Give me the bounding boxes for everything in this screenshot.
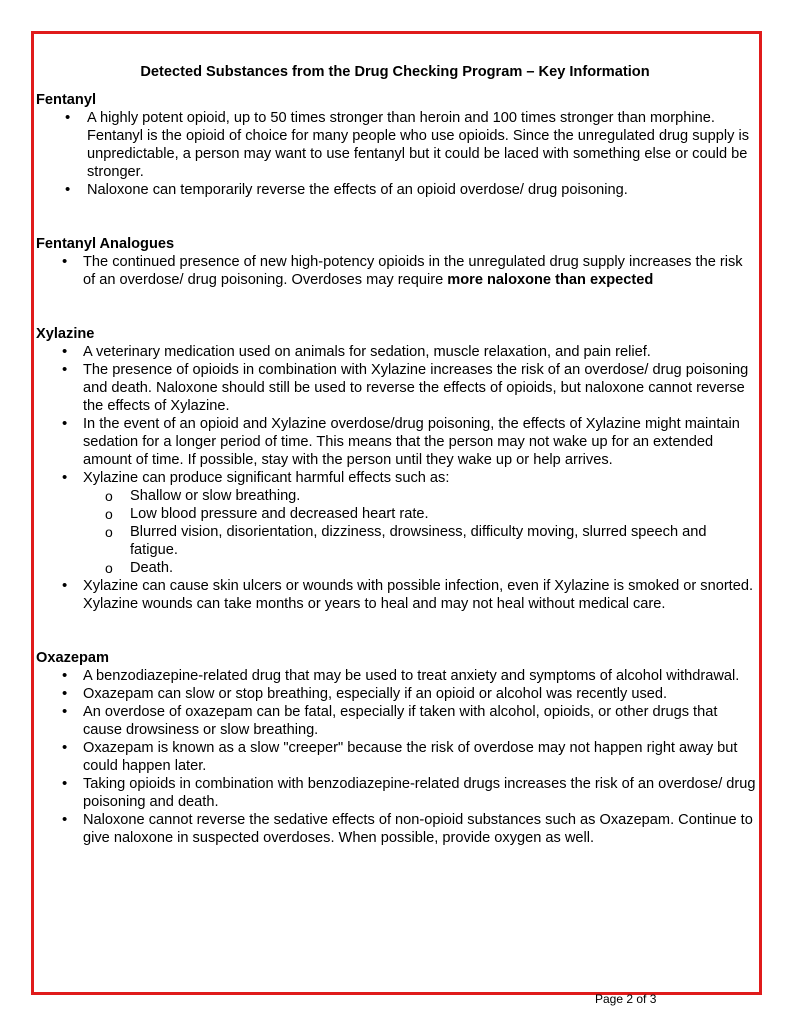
list-item: • Oxazepam can slow or stop breathing, especially if an opioid or alcohol was recently used.: [36, 685, 758, 703]
analogues-emphasis: more naloxone than expected: [447, 272, 654, 288]
page-number: Page 2 of 3: [595, 992, 657, 1006]
list-item: [36, 469, 758, 577]
list-item: • A veterinary medication used on animals for sedation, muscle relaxation, and pain relief.: [36, 343, 758, 361]
list-item: • A highly potent opioid, up to 50 times stronger than heroin and 100 times stronger than morphine. Fentanyl is the opioid of choice for many people who use opioids. Since the unregulated drug supply is unpredictable, a person may want to use fentanyl but it could be laced with something else or could be stronger.: [36, 109, 758, 181]
section-fentanyl-analogues: [36, 235, 758, 289]
list-item: • A benzodiazepine-related drug that may be used to treat anxiety and symptoms of alcohol withdrawal.: [36, 667, 758, 685]
xylazine-list: [36, 343, 758, 613]
analogues-text: The continued presence of new high-potency opioids in the unregulated drug supply increases the risk of an overdose/ drug poisoning. Overdoses may require: [83, 254, 743, 288]
sub-list-item: o Shallow or slow breathing.: [83, 487, 758, 505]
section-heading-xylazine: Xylazine: [36, 326, 95, 342]
list-item: • The presence of opioids in combination with Xylazine increases the risk of an overdose/ drug poisoning and death. Naloxone should still be used to reverse the effects of opioids, but naloxone cannot reverse the effects of Xylazine.: [36, 361, 758, 415]
analogues-list: [36, 253, 758, 289]
document-title: Detected Substances from the Drug Checking Program – Key Information: [140, 64, 650, 80]
document-body: [36, 63, 758, 847]
oxazepam-list: [36, 667, 758, 847]
section-heading-fentanyl: Fentanyl: [36, 92, 97, 108]
list-item: • In the event of an opioid and Xylazine overdose/drug poisoning, the effects of Xylazine might maintain sedation for a longer period of time. This means that the person may not wake up for an extended amount of time. If possible, stay with the person until they wake up or help arrives.: [36, 415, 758, 469]
section-fentanyl: [36, 91, 758, 199]
section-heading-fentanyl-analogues: Fentanyl Analogues: [36, 236, 175, 252]
list-item: • Naloxone cannot reverse the sedative effects of non-opioid substances such as Oxazepam. Continue to give naloxone in suspected overdoses. When possible, provide oxygen as well.: [36, 811, 758, 847]
list-item: [36, 253, 758, 289]
fentanyl-list: [36, 109, 758, 199]
effects-sublist: [83, 487, 758, 577]
list-item: • Naloxone can temporarily reverse the effects of an opioid overdose/ drug poisoning.: [36, 181, 758, 199]
list-item: • An overdose of oxazepam can be fatal, especially if taken with alcohol, opioids, or other drugs that cause drowsiness or slow breathing.: [36, 703, 758, 739]
sub-list-item: o Low blood pressure and decreased heart rate.: [83, 505, 758, 523]
list-item: • Oxazepam is known as a slow "creeper" because the risk of overdose may not happen right away but could happen later.: [36, 739, 758, 775]
list-item: • Taking opioids in combination with benzodiazepine-related drugs increases the risk of an overdose/ drug poisoning and death.: [36, 775, 758, 811]
section-oxazepam: [36, 649, 758, 847]
section-xylazine: [36, 325, 758, 613]
section-heading-oxazepam: Oxazepam: [36, 650, 110, 666]
effects-intro: Xylazine can produce significant harmful effects such as:: [83, 470, 450, 486]
sub-list-item: o Death.: [83, 559, 758, 577]
sub-list-item: o Blurred vision, disorientation, dizziness, drowsiness, difficulty moving, slurred speech and fatigue.: [83, 523, 758, 559]
list-item: • Xylazine can cause skin ulcers or wounds with possible infection, even if Xylazine is smoked or snorted. Xylazine wounds can take months or years to heal and may not heal without medical care.: [36, 577, 758, 613]
